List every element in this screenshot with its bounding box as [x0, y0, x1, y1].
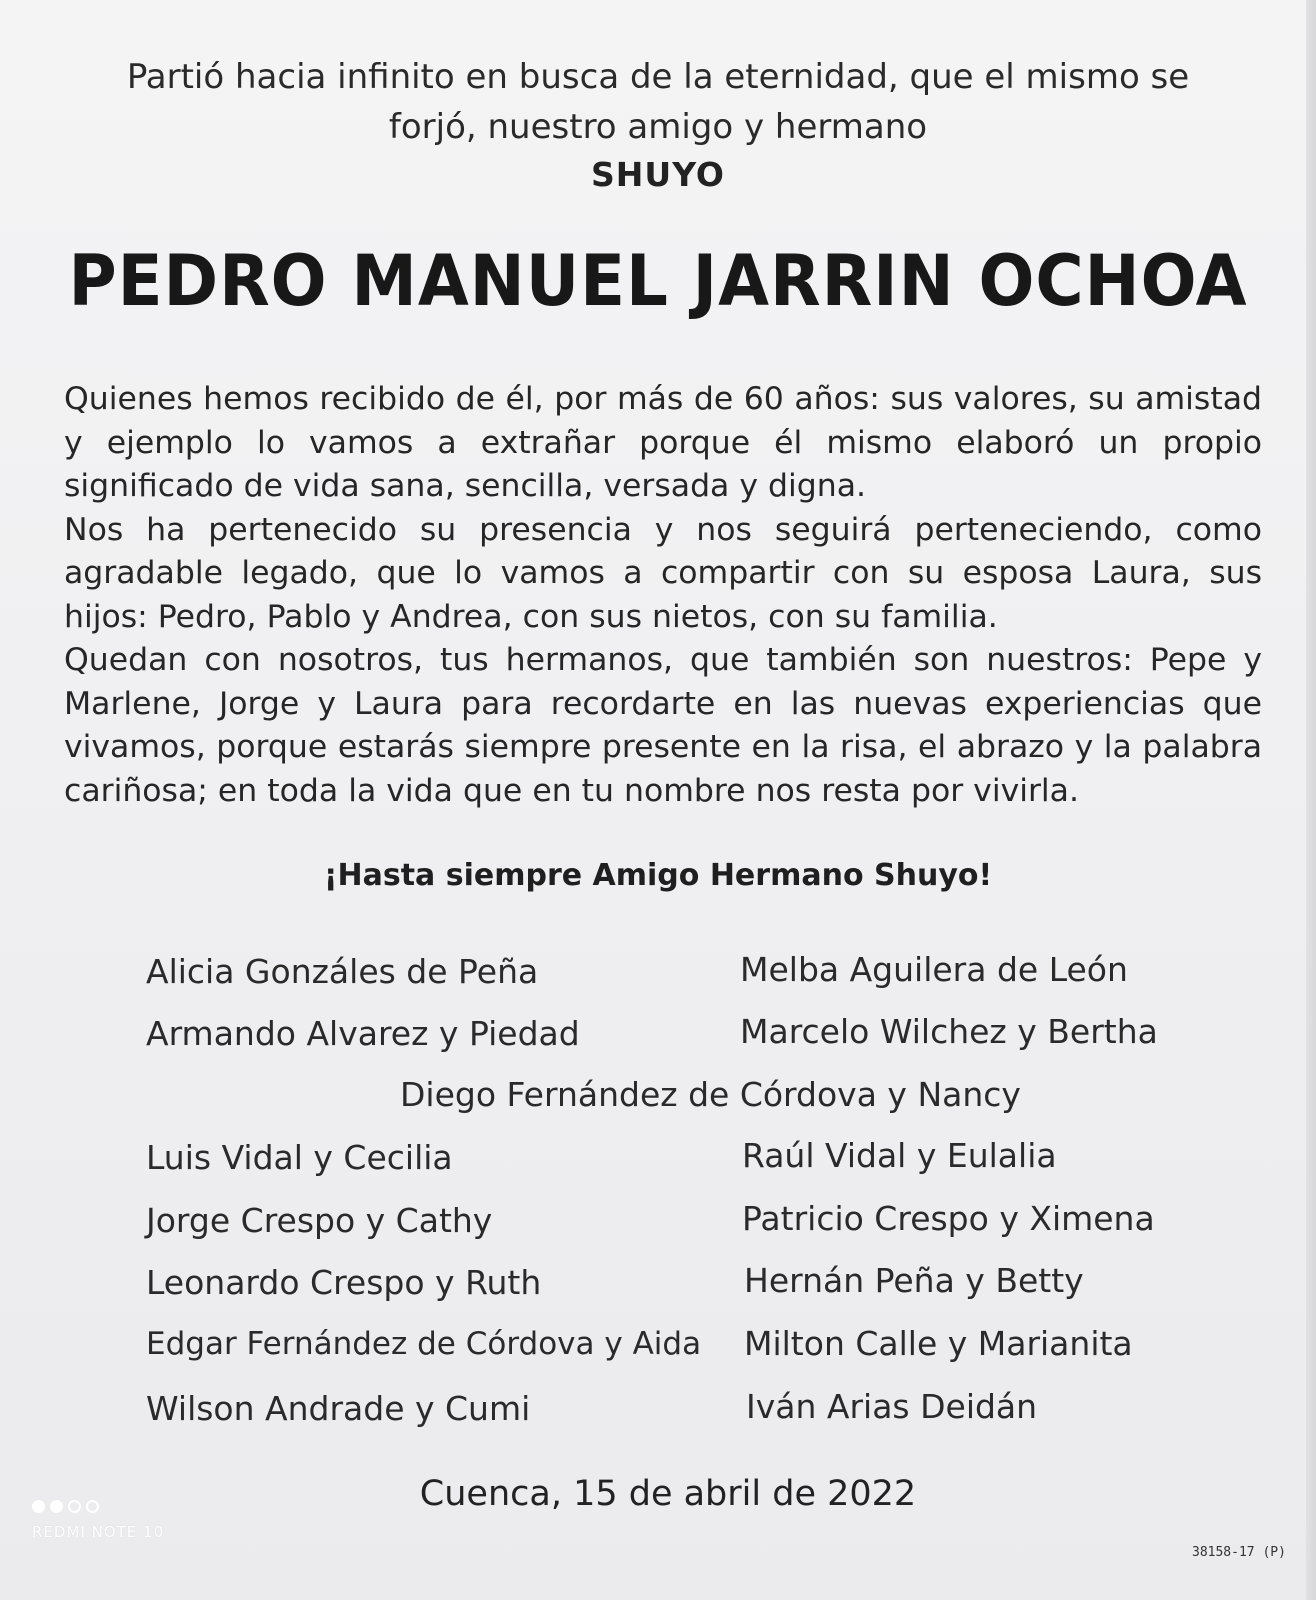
watermark-dot-icon	[32, 1500, 45, 1513]
signatory-center: Diego Fernández de Córdova y Nancy	[400, 1075, 1021, 1114]
date-line: Cuenca, 15 de abril de 2022	[419, 1474, 917, 1514]
signatory-right-2: Marcelo Wilchez y Bertha	[740, 1012, 1158, 1051]
paragraph-2: Nos ha pertenecido su presencia y nos seguirá perteneciendo, como agradable legado, que lo vamos a compartir con su esposa Laura, sus hijos: Pedro, Pablo y Andrea, con sus nietos, con su familia.	[64, 511, 1262, 635]
paragraph-1: Quienes hemos recibido de él, por más de 60 años: sus valores, su amistad y ejemplo lo vamos a extrañar porque él mismo elaboró un propio significado de vida sana, sencilla, versada y digna.	[64, 381, 1262, 504]
signatory-right-3: Raúl Vidal y Eulalia	[742, 1136, 1057, 1175]
signatory-right-7: Iván Arias Deidán	[746, 1387, 1038, 1426]
intro-text	[60, 52, 1256, 152]
signatory-left-7: Wilson Andrade y Cumi	[146, 1389, 531, 1428]
signatory-right-4: Patricio Crespo y Ximena	[742, 1199, 1155, 1238]
signatory-right-6: Milton Calle y Marianita	[744, 1324, 1133, 1363]
tribute-body	[64, 378, 1262, 813]
page-edge	[1306, 0, 1316, 1600]
farewell-line: ¡Hasta siempre Amigo Hermano Shuyo!	[323, 858, 993, 893]
signatory-right-1: Melba Aguilera de León	[740, 950, 1128, 989]
signatory-right-5: Hernán Peña y Betty	[744, 1261, 1084, 1300]
signatory-left-4: Jorge Crespo y Cathy	[146, 1201, 493, 1240]
signatory-left-3: Luis Vidal y Cecilia	[146, 1138, 453, 1177]
watermark-dot-icon	[86, 1500, 99, 1513]
print-code: 38158-17 (P)	[1192, 1545, 1286, 1560]
paragraph-3: Quedan con nosotros, tus hermanos, que también son nuestros: Pepe y Marlene, Jorge y Laura para recordarte en las nuevas experiencias que vivamos, porque estarás siempre presente en la risa, el abrazo y la palabra cariñosa; en toda la vida que en tu nombre nos resta por vivirla.	[64, 642, 1262, 809]
watermark-dot-icon	[50, 1500, 63, 1513]
watermark-dot-icon	[68, 1500, 81, 1513]
camera-watermark: REDMI NOTE 10	[32, 1523, 165, 1541]
intro-line-1: Partió hacia infinito en busca de la eternidad, que el mismo se	[126, 57, 1190, 97]
deceased-name: PEDRO MANUEL JARRIN OCHOA	[68, 240, 1248, 322]
signatory-left-5: Leonardo Crespo y Ruth	[146, 1263, 542, 1302]
camera-watermark-dots-icon	[32, 1498, 104, 1517]
signatory-left-6: Edgar Fernández de Córdova y Aida	[146, 1326, 702, 1362]
signatory-left-1: Alicia Gonzáles de Peña	[146, 952, 539, 991]
signatory-left-2: Armando Alvarez y Piedad	[146, 1014, 580, 1053]
nickname: SHUYO	[591, 155, 725, 194]
intro-line-2: forjó, nuestro amigo y hermano	[388, 107, 928, 147]
